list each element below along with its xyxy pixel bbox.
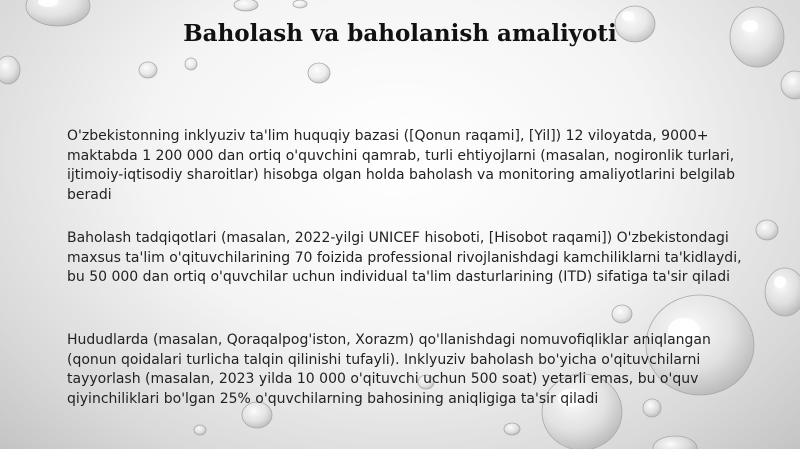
- droplet: [139, 62, 157, 78]
- droplet: [781, 71, 800, 99]
- droplet: [293, 0, 307, 8]
- droplet: [765, 268, 800, 316]
- droplet: [234, 0, 258, 11]
- droplet: [0, 56, 20, 84]
- droplet: [194, 425, 206, 435]
- paragraph-assessment-research: Baholash tadqiqotlari (masalan, 2022-yilgi UNICEF hisoboti, [Hisobot raqami]) O'zbekistondagi maxsus ta'lim o'qituvchilarining 70 foizida professional rivojlanishdagi kamchiliklarni ta'kidlaydi, bu 50 000 dan ortiq o'quvchilar uchun individual ta'lim dasturlarining (ITD) sifatiga ta'sir qiladi: [67, 230, 742, 285]
- droplet: [653, 436, 697, 449]
- droplet: [504, 423, 520, 435]
- paragraph-regional-inconsistencies: Hududlarda (masalan, Qoraqalpog'iston, Xorazm) qo'llanishdagi nomuvofiqliklar aniqlangan (qonun qoidalari turlicha talqin qilinishi tufayli). Inklyuziv baholash bo'yicha o'qituvchilarni tayyorlash (masalan, 2023 yilda 10 000 o'qituvchi uchun 500 soat) yetarli emas, bu o'quv qiyinchiliklari bo'lgan 25% o'quvchilarning bahosining aniqligiga ta'sir qiladi: [67, 332, 711, 407]
- droplet: [185, 58, 197, 70]
- droplet: [612, 305, 632, 323]
- droplet: [756, 220, 778, 240]
- slide-title: Baholash va baholanish amaliyoti: [183, 20, 617, 47]
- paragraph-legal-framework: O'zbekistonning inklyuziv ta'lim huquqiy bazasi ([Qonun raqami], [Yil]) 12 viloyatda, 9000+ maktabda 1 200 000 dan ortiq o'quvchini qamrab, turli ehtiyojlarni (masalan, nogironlik turlari, ijtimoiy-iqtisodiy sharoitlar) hisobga olgan holda baholash va monitoring amaliyotlarini belgilab beradi: [67, 128, 736, 203]
- droplet: [308, 63, 330, 83]
